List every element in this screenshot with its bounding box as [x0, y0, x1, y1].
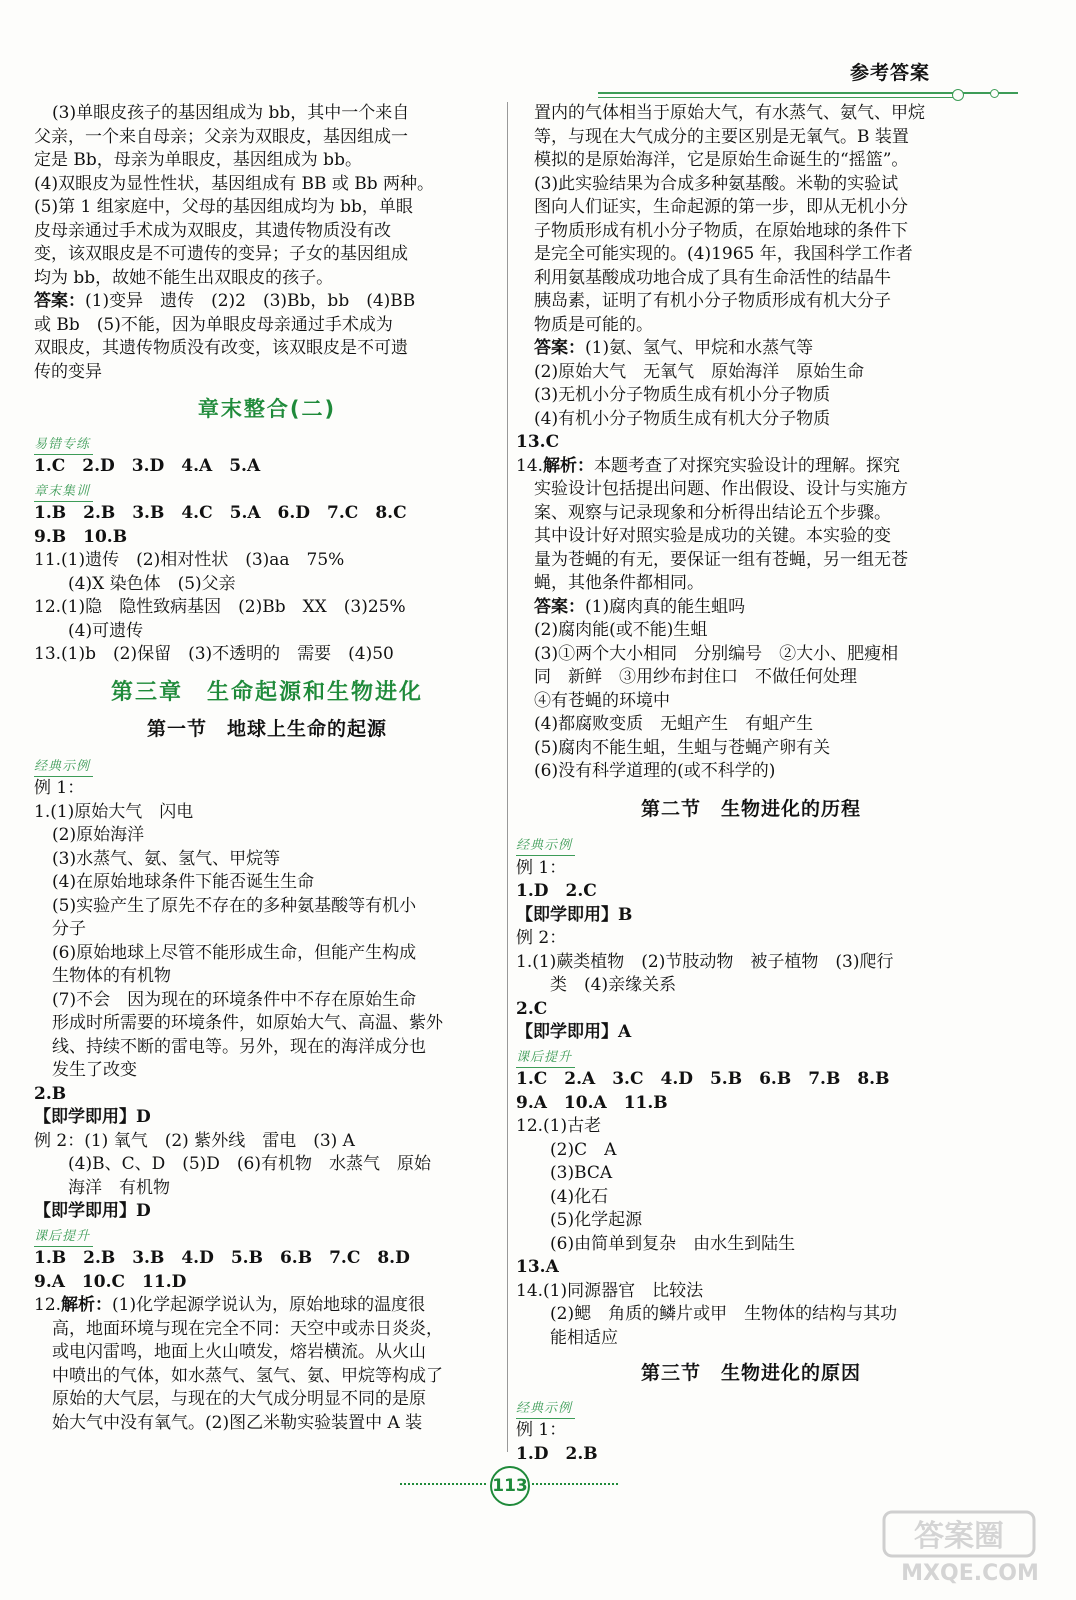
text-line: 是完全可能实现的。(4)1965 年，我国科学工作者: [534, 244, 913, 264]
text-line: (2)鳃 角质的鳞片或甲 生物体的结构与其功: [550, 1304, 898, 1324]
text-line: 皮母亲通过手术成为双眼皮，其遗传物质没有改: [34, 220, 391, 241]
answer-line: 13.(1)b (2)保留 (3)不透明的 需要 (4)50: [34, 644, 394, 664]
answer-line: 9.B 10.B: [34, 526, 128, 547]
text-line: 发生了改变: [52, 1060, 137, 1080]
jixue-answer: D: [136, 1107, 151, 1127]
text-line: (3)①两个大小相同 分别编号 ②大小、肥瘦相: [534, 643, 899, 664]
text-line: 能相适应: [550, 1327, 618, 1348]
answer-line: 1.C 2.A 3.C 4.D 5.B 6.B 7.B 8.B: [516, 1069, 890, 1089]
jiexi-label: 解析：: [543, 455, 595, 476]
jixue-label: 【即学即用】: [34, 1201, 136, 1221]
text-line: 胰岛素，证明了有机小分子物质形成有机大分子: [534, 291, 891, 311]
watermark-text: 答案圈: [914, 1519, 1004, 1554]
jixue-answer: A: [618, 1022, 632, 1042]
text-line: 原始的大气层，与现在的大气成分明显不同的是原: [52, 1389, 426, 1409]
section-label-jingdian: 经典示例: [516, 837, 575, 856]
text-line: (5)实验产生了原先不存在的多种氨基酸等有机小: [52, 895, 417, 916]
text-line: (1)氨、氢气、甲烷和水蒸气等: [585, 338, 814, 358]
text-line: (5)第 1 组家庭中，父母的基因组成均为 bb，单眼: [34, 197, 413, 217]
text-line: 置内的气体相当于原始大气，有水蒸气、氨气、甲烷: [534, 103, 925, 123]
text-line: 定是 Bb，母亲为单眼皮，基因组成为 bb。: [34, 150, 362, 170]
text-line: 蝇，其他条件都相同。: [534, 573, 704, 593]
answer-line: 12.(1)隐 隐性致病基因 (2)Bb XX (3)25%: [34, 597, 406, 617]
right-column: [516, 102, 986, 1466]
text-line: 本题考查了对探究实验设计的理解。探究: [594, 455, 901, 476]
text-line: (2)原始大气 无氧气 原始海洋 原始生命: [534, 361, 865, 382]
text-line: 线、持续不断的雷电等。另外，现在的海洋成分也: [52, 1036, 426, 1057]
text-line: 例 1：: [34, 778, 85, 798]
watermark-url: MXQE.COM: [901, 1561, 1039, 1586]
text-line: (1)腐肉真的能生蛆吗: [585, 596, 746, 617]
answer-label: 答案：: [34, 291, 85, 311]
jixue-label: 【即学即用】: [34, 1107, 136, 1127]
answer-label: 答案：: [534, 596, 585, 617]
text-line: (3)单眼皮孩子的基因组成为 bb，其中一个来自: [52, 103, 410, 123]
question-number: 12.: [34, 1295, 62, 1315]
text-line: 1.(1)原始大气 闪电: [34, 801, 194, 822]
answer-line: 1.C 2.D 3.D 4.A 5.A: [34, 456, 261, 476]
chapter-title: 第三章 生命起源和生物进化: [110, 679, 423, 705]
answer-line: 1.B 2.B 3.B 4.D 5.B 6.B 7.C 8.D: [34, 1248, 410, 1268]
answer-line: 13.A: [516, 1257, 559, 1277]
text-line: 或电闪雷鸣，地面上火山喷发，熔岩横流。从火山: [52, 1342, 426, 1362]
section-label-yicuo: 易错专练: [34, 436, 93, 455]
jixue-label: 【即学即用】: [516, 1022, 618, 1042]
text-line: 利用氨基酸成功地合成了具有生命活性的结晶牛: [534, 267, 891, 288]
answer-line: 2.B: [34, 1083, 67, 1104]
text-line: 海洋 有机物: [68, 1177, 170, 1198]
header-rule-thin: [598, 97, 958, 98]
text-line: (1)变异 遗传 (2)2 (3)Bb，bb (4)BB: [85, 291, 416, 311]
watermark-icon: [880, 1508, 1060, 1588]
answer-line: 1.B 2.B 3.B 4.C 5.A 6.D 7.C 8.C: [34, 503, 407, 523]
text-line: (1)化学起源学说认为，原始地球的温度很: [112, 1295, 426, 1315]
page-number-dots: [532, 1483, 618, 1485]
answer-line: 2.C: [516, 998, 548, 1019]
text-line: 分子: [52, 919, 86, 939]
text-line: (6)原始地球上尽管不能形成生命，但能产生构成: [52, 942, 417, 963]
text-line: 子物质形成有机小分子物质，在原始地球的条件下: [534, 220, 908, 241]
text-line: 等，与现在大气成分的主要区别是无氧气。B 装置: [534, 126, 909, 147]
chapter-summary-title: 章末整合(二): [197, 397, 337, 421]
text-line: 生物体的有机物: [52, 966, 171, 986]
section-label-jingdian: 经典示例: [34, 758, 93, 777]
text-line: (5)化学起源: [550, 1210, 643, 1230]
text-line: 1.(1)蕨类植物 (2)节肢动物 被子植物 (3)爬行: [516, 951, 894, 972]
section-label-kehou: 课后提升: [516, 1049, 575, 1068]
text-line: 例 2：(1) 氧气 (2) 紫外线 雷电 (3) A: [34, 1130, 355, 1151]
text-line: (5)腐肉不能生蛆，生蛆与苍蝇产卵有关: [534, 737, 831, 758]
text-line: 均为 bb，故她不能生出双眼皮的孩子。: [34, 267, 334, 288]
text-line: 例 1：: [516, 1420, 567, 1440]
left-column: [34, 102, 500, 1435]
text-line: 实验设计包括提出问题、作出假设、设计与实施方: [534, 479, 908, 499]
section-label-kehou: 课后提升: [34, 1228, 93, 1247]
text-line: 其中设计好对照实验是成功的关键。本实验的变: [534, 526, 891, 546]
text-line: 例 2：: [516, 928, 567, 948]
question-number: 14.: [516, 455, 544, 476]
text-line: 同 新鲜 ③用纱布封住口 不做任何处理: [534, 667, 857, 687]
answer-line: 12.(1)古老: [516, 1116, 602, 1136]
text-line: (4)在原始地球条件下能否诞生生命: [52, 872, 315, 892]
page-number-dots: [400, 1483, 486, 1485]
text-line: (4)有机小分子物质生成有机大分子物质: [534, 408, 831, 429]
text-line: ④有苍蝇的环境中: [534, 690, 670, 711]
answer-line: (4)可遗传: [68, 620, 144, 641]
text-line: (7)不会 因为现在的环境条件中不存在原始生命: [52, 989, 417, 1010]
text-line: (6)由简单到复杂 由水生到陆生: [550, 1233, 796, 1254]
section-title: 第一节 地球上生命的起源: [146, 718, 387, 740]
text-line: (4)双眼皮为显性性状，基因组成有 BB 或 Bb 两种。: [34, 173, 435, 194]
section-title: 第二节 生物进化的历程: [640, 797, 861, 820]
answer-line: 9.A 10.C 11.D: [34, 1271, 187, 1292]
text-line: (3)此实验结果为合成多种氨基酸。米勒的实验试: [534, 173, 899, 194]
text-line: (3)BCA: [550, 1163, 613, 1183]
column-divider: [507, 102, 508, 1452]
jixue-label: 【即学即用】: [516, 904, 618, 925]
text-line: 中喷出的气体，如水蒸气、氢气、氨、甲烷等构成了: [52, 1365, 443, 1386]
answer-paragraph: [34, 102, 500, 290]
text-line: (3)无机小分子物质生成有机小分子物质: [534, 385, 831, 405]
answer-block: [34, 290, 500, 384]
answer-line: 14.(1)同源器官 比较法: [516, 1280, 704, 1301]
answer-line: (4)X 染色体 (5)父亲: [68, 573, 236, 594]
answer-paragraph: [516, 102, 986, 337]
text-line: 量为苍蝇的有无，要保证一组有苍蝇，另一组无苍: [534, 549, 908, 570]
text-line: 始大气中没有氧气。(2)图乙米勒实验装置中 A 装: [52, 1412, 423, 1433]
jixue-answer: D: [136, 1201, 151, 1221]
header-dot-icon: [952, 89, 964, 101]
answer-line: 1.D 2.C: [516, 881, 597, 901]
text-line: 传的变异: [34, 361, 102, 382]
text-line: (4)化石: [550, 1186, 609, 1207]
jiexi-label: 解析：: [61, 1295, 113, 1315]
text-line: 类 (4)亲缘关系: [550, 975, 677, 995]
text-line: 物质是可能的。: [534, 314, 653, 335]
text-line: (4)B、C、D (5)D (6)有机物 水蒸气 原始: [68, 1154, 432, 1174]
jixue-answer: B: [618, 904, 633, 925]
text-line: 双眼皮，其遗传物质没有改变，该双眼皮是不可遗: [34, 338, 408, 358]
section-title: 第三节 生物进化的原因: [640, 1362, 861, 1384]
text-line: 或 Bb (5)不能，因为单眼皮母亲通过手术成为: [34, 314, 393, 335]
text-line: 变，该双眼皮是不可遗传的变异；子女的基因组成: [34, 244, 408, 264]
answer-line: 1.D 2.B: [516, 1443, 598, 1464]
answer-line: 11.(1)遗传 (2)相对性状 (3)aa 75%: [34, 550, 345, 570]
answer-line: 13.C: [516, 432, 560, 452]
text-line: 图向人们证实，生命起源的第一步，即从无机小分: [534, 197, 908, 217]
answer-line: 9.A 10.A 11.B: [516, 1092, 668, 1113]
text-line: (2)C A: [550, 1139, 617, 1160]
text-line: 形成时所需要的环境条件，如原始大气、高温、紫外: [52, 1013, 443, 1033]
answer-label: 答案：: [534, 338, 585, 358]
text-line: 例 1：: [516, 857, 567, 878]
text-line: (2)腐肉能(或不能)生蛆: [534, 620, 708, 640]
text-line: 案、观察与记录现象和分析得出结论五个步骤。: [534, 502, 891, 523]
header-dot-icon: [990, 89, 999, 98]
text-line: (2)原始海洋: [52, 825, 145, 845]
section-label-jingdian: 经典示例: [516, 1400, 575, 1419]
text-line: (6)没有科学道理的(或不科学的): [534, 761, 776, 781]
page-number: 113: [490, 1466, 530, 1506]
text-line: (3)水蒸气、氨、氢气、甲烷等: [52, 848, 281, 869]
text-line: 父亲，一个来自母亲；父亲为双眼皮，基因组成一: [34, 126, 408, 147]
text-line: 高，地面环境与现在完全不同：天空中或赤日炎炎，: [52, 1318, 443, 1339]
text-line: (4)都腐败变质 无蛆产生 有蛆产生: [534, 714, 814, 734]
section-label-jixun: 章末集训: [34, 483, 93, 502]
text-line: 模拟的是原始海洋，它是原始生命诞生的“摇篮”。: [534, 150, 909, 170]
watermark-logo: [880, 1508, 1060, 1588]
header-title: 参考答案: [850, 62, 931, 84]
